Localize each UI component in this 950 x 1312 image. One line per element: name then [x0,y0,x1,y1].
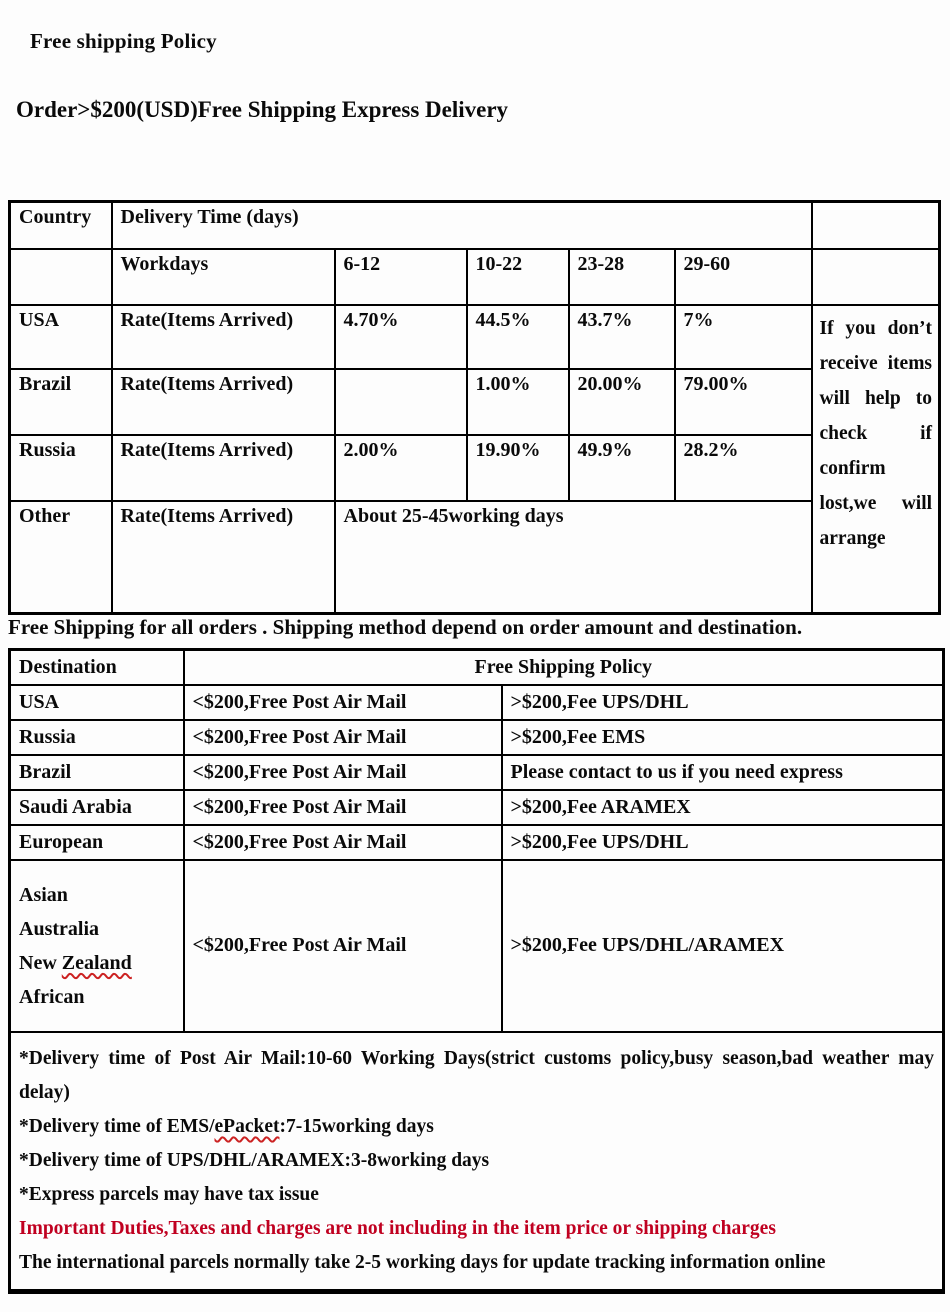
other-delivery-estimate: About 25-45working days [335,501,812,614]
rate-label: Rate(Items Arrived) [112,305,335,369]
policy-row-russia [10,720,944,755]
rate-label: Rate(Items Arrived) [112,501,335,614]
note-tax-issue: *Express parcels may have tax issue [19,1183,319,1205]
destination-australia: Australia [19,917,99,940]
over-200-policy: Please contact to us if you need express [502,755,944,790]
country-usa: USA [10,305,112,369]
destination-asian: Asian [19,883,68,906]
range-header-29-60: 29-60 [675,249,812,305]
over-200-policy: >$200,Fee ARAMEX [502,790,944,825]
destination-brazil: Brazil [10,755,184,790]
destination-european: European [10,825,184,860]
country-column-header: Country [10,202,112,249]
under-200-policy: <$200,Free Post Air Mail [184,860,502,1032]
empty-cell [10,249,112,305]
delivery-time-column-header: Delivery Time (days) [112,202,812,249]
table-row-usa [10,305,940,369]
destination-column-header: Destination [10,650,184,685]
policy-row-asia-australia-nz-africa [10,860,944,1032]
country-russia: Russia [10,435,112,501]
destination-new-zealand [19,946,175,980]
rate-value: 20.00% [569,369,675,435]
rate-label: Rate(Items Arrived) [112,435,335,501]
rate-value: 1.00% [467,369,569,435]
workdays-header: Workdays [112,249,335,305]
over-200-policy: >$200,Fee UPS/DHL/ARAMEX [502,860,944,1032]
over-200-policy: >$200,Fee UPS/DHL [502,825,944,860]
country-brazil: Brazil [10,369,112,435]
country-other: Other [10,501,112,614]
policy-column-header: Free Shipping Policy [184,650,944,685]
policy-row-saudi-arabia [10,790,944,825]
rate-value: 19.90% [467,435,569,501]
range-header-6-12: 6-12 [335,249,467,305]
destination-group [10,860,184,1032]
note-ems-epacket [19,1110,934,1144]
rate-value: 28.2% [675,435,812,501]
page-title: Free shipping Policy [30,29,217,53]
under-200-policy: <$200,Free Post Air Mail [184,755,502,790]
under-200-policy: <$200,Free Post Air Mail [184,790,502,825]
note-ems-prefix: *Delivery time of EMS/ [19,1115,215,1137]
note-ups-dhl-aramex: *Delivery time of UPS/DHL/ARAMEX:3-8working days [19,1149,490,1171]
policy-row-european [10,825,944,860]
note-duties-warning: Important Duties,Taxes and charges are not including in the item price or shipping charges [19,1217,776,1239]
rate-value: 79.00% [675,369,812,435]
table-row-other [10,501,940,614]
rate-value: 7% [675,305,812,369]
lost-package-side-note: If you don’t receive items will help to check if confirm lost,we will arrange [812,305,940,614]
delivery-table-header-row [10,202,940,249]
note-post-air-mail: *Delivery time of Post Air Mail:10-60 Working Days(strict customs policy,busy season,bad weather may delay) [19,1047,935,1103]
policy-table-header-row [10,650,944,685]
notes-row [10,1032,944,1292]
destination-african: African [19,985,85,1008]
note-tracking-update: The international parcels normally take 2-5 working days for update tracking information online [19,1251,826,1273]
delivery-table-subheader-row [10,249,940,305]
rate-value: 2.00% [335,435,467,501]
empty-corner-cell [812,202,940,249]
policy-row-brazil [10,755,944,790]
over-200-policy: >$200,Fee UPS/DHL [502,685,944,720]
rate-value [335,369,467,435]
empty-cell [812,249,940,305]
free-shipping-policy-table [8,648,945,1294]
rate-value: 49.9% [569,435,675,501]
range-header-10-22: 10-22 [467,249,569,305]
range-header-23-28: 23-28 [569,249,675,305]
rate-value: 44.5% [467,305,569,369]
under-200-policy: <$200,Free Post Air Mail [184,825,502,860]
table-row-russia [10,435,940,501]
policy-row-usa [10,685,944,720]
order-threshold-heading: Order>$200(USD)Free Shipping Express Delivery [16,97,509,122]
destination-russia: Russia [10,720,184,755]
free-shipping-note: Free Shipping for all orders . Shipping method depend on order amount and destination. [8,615,803,639]
spellcheck-underlined-word: Zealand [61,951,132,974]
over-200-policy: >$200,Fee EMS [502,720,944,755]
note-ems-suffix: :7-15working days [279,1115,434,1137]
rate-value: 4.70% [335,305,467,369]
delivery-notes-cell [10,1032,944,1292]
destination-usa: USA [10,685,184,720]
delivery-time-table [8,200,941,615]
destination-saudi-arabia: Saudi Arabia [10,790,184,825]
rate-label: Rate(Items Arrived) [112,369,335,435]
destination-new-zealand-prefix: New [19,951,62,974]
under-200-policy: <$200,Free Post Air Mail [184,685,502,720]
table-row-brazil [10,369,940,435]
under-200-policy: <$200,Free Post Air Mail [184,720,502,755]
spellcheck-underlined-word: ePacket [214,1115,280,1137]
rate-value: 43.7% [569,305,675,369]
